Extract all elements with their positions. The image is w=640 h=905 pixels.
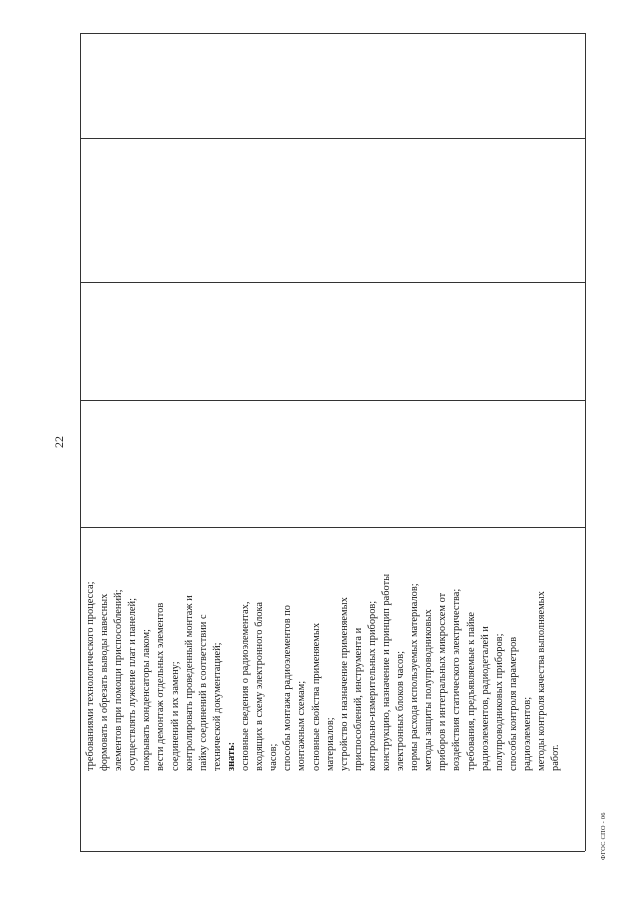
row-divider-1 (80, 138, 585, 139)
content-line: полупроводниковых приборов; (493, 633, 505, 771)
content-line: монтажным схемам; (296, 680, 308, 771)
content-line: часов; (268, 743, 280, 771)
table-right-border (585, 33, 586, 851)
content-line: соединений и их замену; (169, 661, 181, 771)
content-line: приспособлений, инструмента и (352, 627, 364, 771)
content-line: формовать и обрезать выводы навесных (99, 593, 111, 771)
content-line: осуществлять лужение плат и панелей; (127, 598, 139, 771)
requirements-text-block (84, 574, 563, 771)
content-line: требованиями технологического процесса; (85, 581, 96, 771)
content-line: элементов при помощи приспособлений; (113, 589, 125, 771)
content-line: материалов; (324, 717, 336, 771)
row-divider-2 (80, 282, 585, 283)
content-line: методы защиты полупроводниковых (423, 609, 435, 771)
table-left-border (80, 33, 81, 851)
content-line: радиоэлементов; (521, 696, 533, 771)
content-line: основные свойства применяемых (310, 622, 322, 771)
content-line: покрывать конденсаторы лаком; (141, 629, 153, 771)
content-line: вести демонтаж отдельных элементов (155, 602, 167, 771)
row-divider-4 (80, 527, 585, 528)
content-line: основные сведения о радиоэлементах, (240, 601, 252, 771)
content-line: контролировать проведенный монтаж и (183, 595, 195, 771)
content-line: нормы расхода используемых материалов; (409, 583, 421, 771)
content-line: технической документацией; (211, 642, 223, 771)
content-line: контрольно-измерительных приборов; (366, 600, 378, 771)
content-line: электронных блоков часов; (395, 651, 407, 771)
footer-label: ФГОС СПО - 06 (600, 812, 607, 860)
content-line: работ. (550, 744, 562, 771)
content-line: радиоэлементов, радиодеталей и (479, 626, 491, 771)
content-line: конструкцию, назначение и принцип работы (380, 573, 392, 771)
content-line: пайку соединений в соответствии с (197, 614, 209, 771)
content-line: методы контроля качества выполняемых (536, 591, 547, 771)
content-line: требования, предъявляемые к пайке (465, 612, 477, 771)
content-line: способы монтажа радиоэлементов по (282, 605, 294, 771)
content-line: приборов и интегральных микросхем от (437, 592, 449, 771)
content-line: воздействия статического электричества; (451, 588, 463, 771)
content-line: устройство и назначение применяемых (338, 597, 350, 771)
table-bottom-left (80, 851, 585, 852)
content-line: способы контроля параметров (507, 636, 519, 771)
row-divider-3 (80, 400, 585, 401)
table-top-border (80, 33, 585, 34)
content-line: знать: (225, 741, 237, 771)
content-line: входящих в схему электронного блока (254, 602, 266, 771)
page-number: 22 (52, 436, 66, 448)
